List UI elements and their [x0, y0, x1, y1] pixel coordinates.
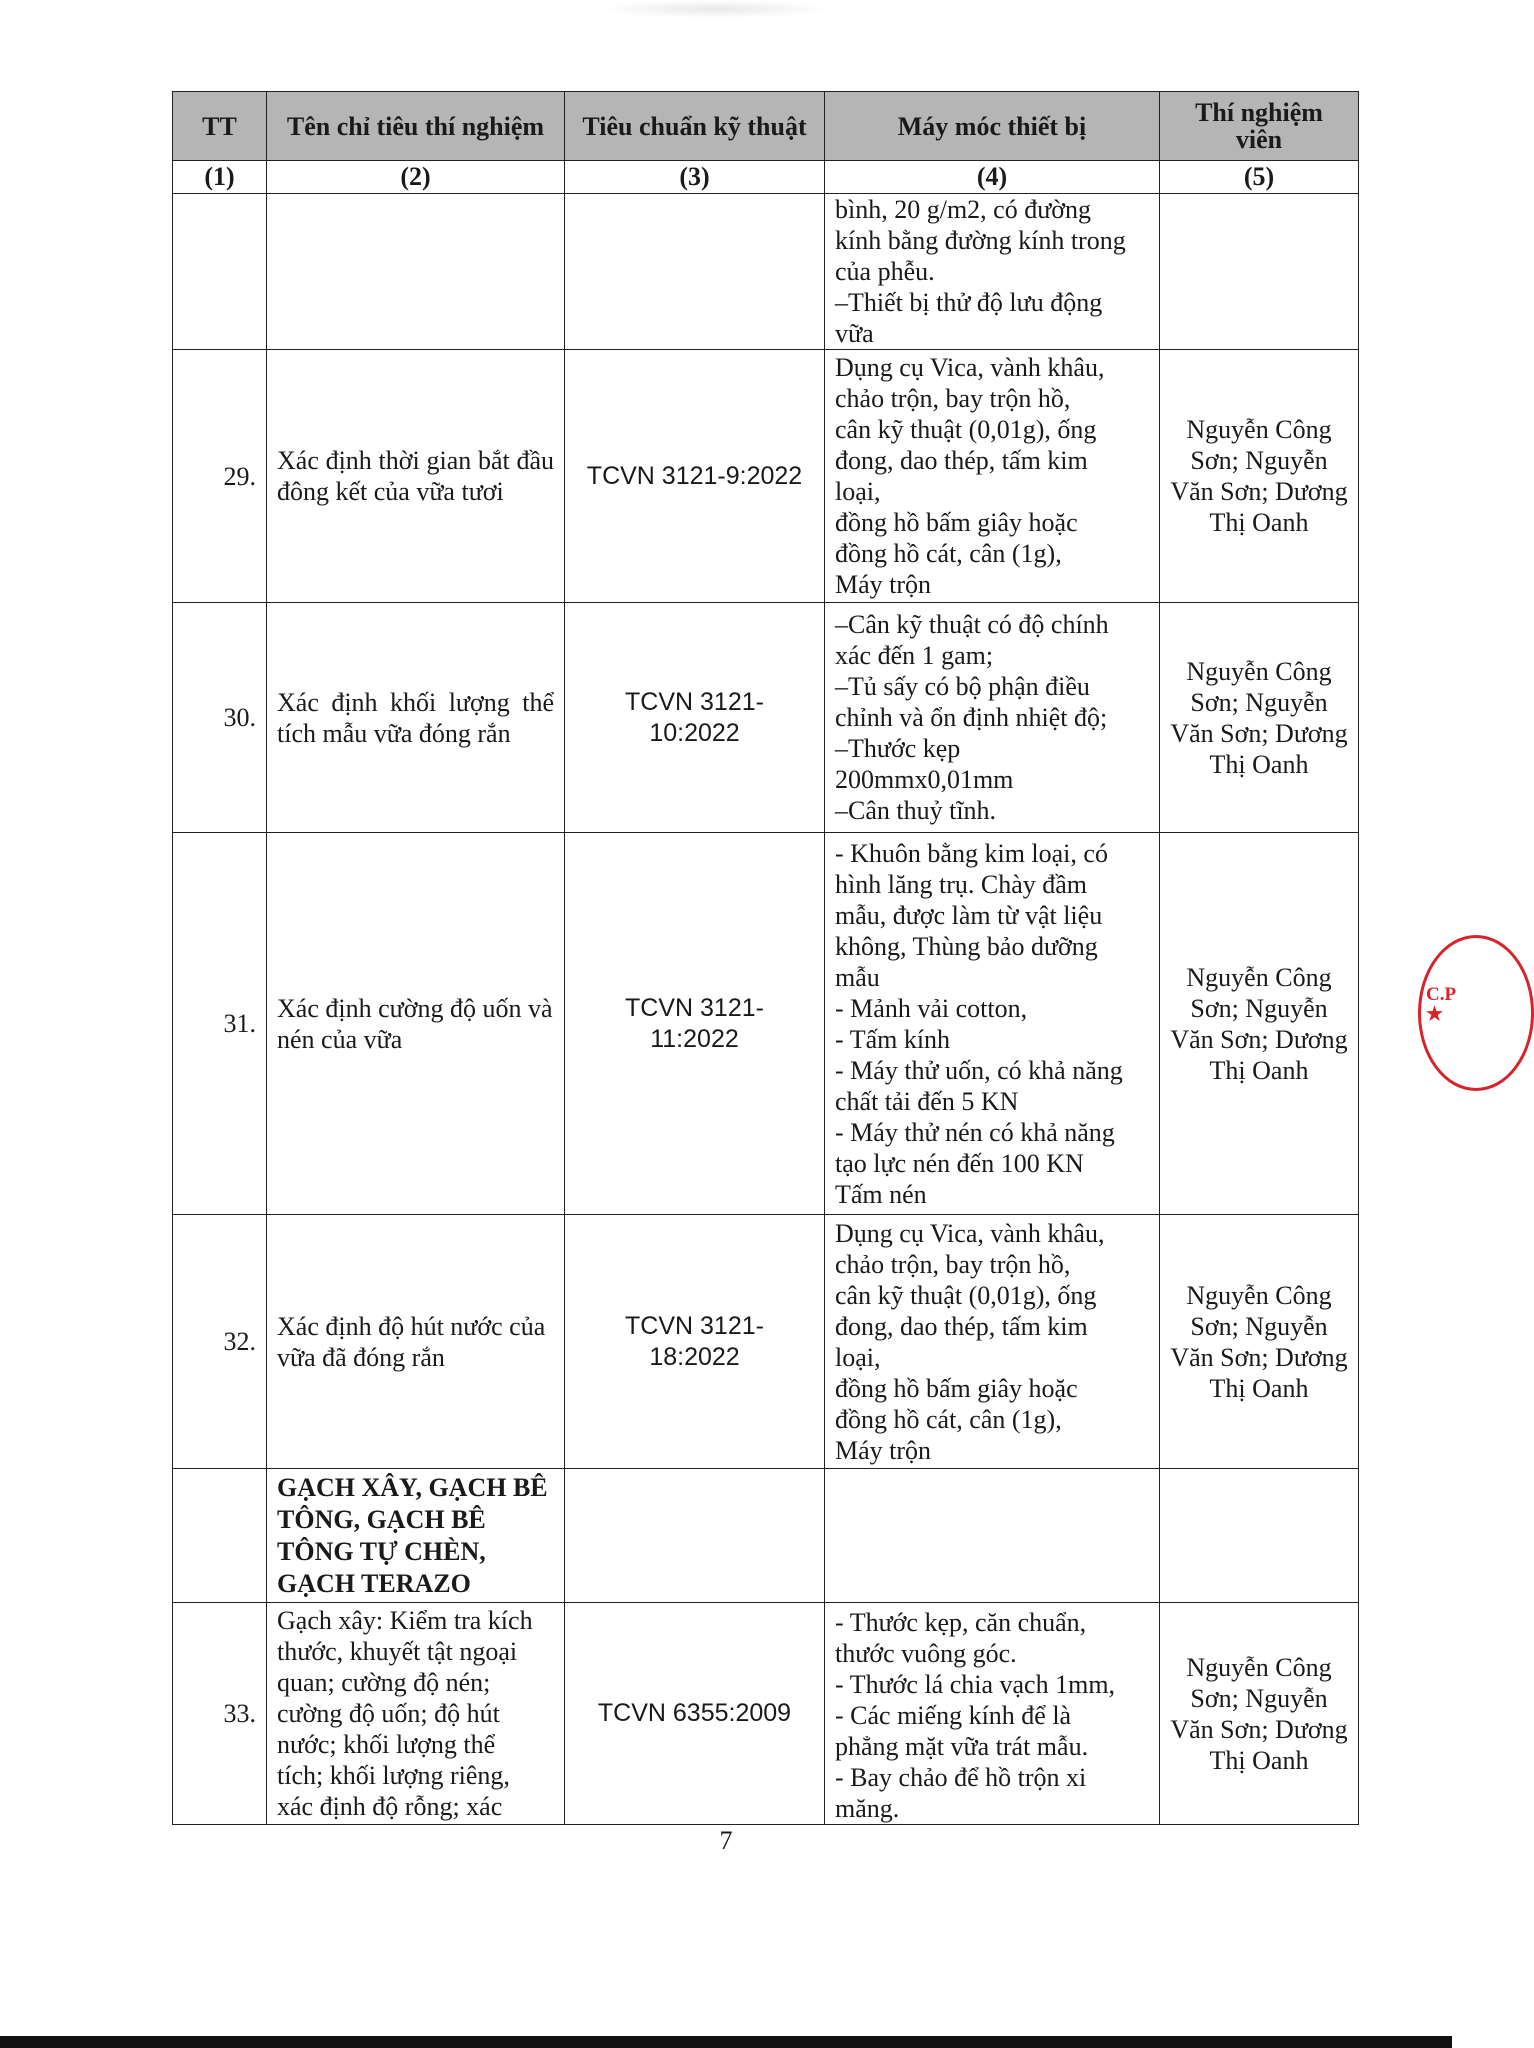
table-row: [173, 1215, 1359, 1469]
row-tt: 32.: [173, 1215, 267, 1469]
page-number: 7: [719, 1826, 733, 1855]
row-tt: [173, 1469, 267, 1603]
row-standard: TCVN 3121- 18:2022: [565, 1215, 825, 1469]
row-equipment: - Thước kẹp, căn chuẩn, thước vuông góc. - Thước lá chia vạch 1mm, - Các miếng kính để là phẳng mặt vữa trát mẫu. - Bay chảo để hồ trộn xi măng.: [825, 1603, 1160, 1825]
column-number: (2): [267, 161, 565, 194]
row-equipment: Dụng cụ Vica, vành khâu, chảo trộn, bay trộn hồ, cân kỹ thuật (0,01g), ống đong, dao thép, tấm kim loại, đồng hồ bấm giây hoặc đồng hồ cát, cân (1g), Máy trộn: [825, 350, 1160, 603]
row-standard: TCVN 6355:2009: [565, 1603, 825, 1825]
row-equipment: [825, 1469, 1160, 1603]
row-staff: [1160, 1469, 1359, 1603]
header-staff: Thí nghiệm viên: [1160, 92, 1359, 161]
header-tt: TT: [173, 92, 267, 161]
header-equipment: Máy móc thiết bị: [825, 92, 1160, 161]
row-test-name: Xác định cường độ uốn và nén của vữa: [267, 833, 565, 1215]
header-standard: Tiêu chuẩn kỹ thuật: [565, 92, 825, 161]
row-test-name: Xác định khối lượng thể tích mẫu vữa đóng rắn: [267, 603, 565, 833]
row-staff: Nguyễn Công Sơn; Nguyễn Văn Sơn; Dương Thị Oanh: [1160, 833, 1359, 1215]
table-row: [173, 194, 1359, 350]
row-standard: TCVN 3121-9:2022: [565, 350, 825, 603]
row-equipment: Dụng cụ Vica, vành khâu, chảo trộn, bay trộn hồ, cân kỹ thuật (0,01g), ống đong, dao thép, tấm kim loại, đồng hồ bấm giây hoặc đồng hồ cát, cân (1g), Máy trộn: [825, 1215, 1160, 1469]
column-number: (3): [565, 161, 825, 194]
table-header-row: [173, 92, 1359, 161]
table-row: [173, 350, 1359, 603]
row-standard: [565, 194, 825, 350]
row-standard: TCVN 3121- 11:2022: [565, 833, 825, 1215]
column-number: (4): [825, 161, 1160, 194]
table-row: [173, 833, 1359, 1215]
row-tt: 33.: [173, 1603, 267, 1825]
row-staff: Nguyễn Công Sơn; Nguyễn Văn Sơn; Dương Thị Oanh: [1160, 1603, 1359, 1825]
section-title: GẠCH XÂY, GẠCH BÊ TÔNG, GẠCH BÊ TÔNG TỰ CHÈN, GẠCH TERAZO: [267, 1469, 565, 1603]
row-standard: TCVN 3121- 10:2022: [565, 603, 825, 833]
row-staff: Nguyễn Công Sơn; Nguyễn Văn Sơn; Dương Thị Oanh: [1160, 1215, 1359, 1469]
row-tt: 30.: [173, 603, 267, 833]
test-methods-table: [172, 91, 1359, 1825]
section-row: [173, 1469, 1359, 1603]
row-staff: Nguyễn Công Sơn; Nguyễn Văn Sơn; Dương Thị Oanh: [1160, 350, 1359, 603]
table-row: [173, 1603, 1359, 1825]
column-number: (1): [173, 161, 267, 194]
row-tt: 29.: [173, 350, 267, 603]
row-staff: [1160, 194, 1359, 350]
row-tt: [173, 194, 267, 350]
row-equipment: bình, 20 g/m2, có đường kính bằng đường kính trong của phễu. –Thiết bị thử độ lưu động vữa: [825, 194, 1160, 350]
row-equipment: –Cân kỹ thuật có độ chính xác đến 1 gam; –Tủ sấy có bộ phận điều chỉnh và ổn định nhiệt độ; –Thước kẹp 200mmx0,01mm –Cân thuỷ tĩnh.: [825, 603, 1160, 833]
column-number-row: [173, 161, 1359, 194]
scan-artifact: [600, 0, 830, 18]
scan-bottom-edge: [0, 2036, 1452, 2048]
row-tt: 31.: [173, 833, 267, 1215]
row-test-name: Xác định độ hút nước của vữa đã đóng rắn: [267, 1215, 565, 1469]
header-test-name: Tên chỉ tiêu thí nghiệm: [267, 92, 565, 161]
row-equipment: - Khuôn bằng kim loại, có hình lăng trụ. Chày đầm mẫu, được làm từ vật liệu không, Thùng bảo dưỡng mẫu - Mảnh vải cotton, - Tấm kính - Máy thử uốn, có khả năng chất tải đến 5 KN - Máy thử nén có khả năng tạo lực nén đến 100 KN Tấm nén: [825, 833, 1160, 1215]
row-test-name: Gạch xây: Kiểm tra kích thước, khuyết tật ngoại quan; cường độ nén; cường độ uốn; độ hút nước; khối lượng thể tích; khối lượng riêng, xác định độ rỗng; xác: [267, 1603, 565, 1825]
row-test-name: Xác định thời gian bắt đầu đông kết của vữa tươi: [267, 350, 565, 603]
stamp-text: C.P ★: [1426, 984, 1456, 1025]
row-test-name: [267, 194, 565, 350]
table-row: [173, 603, 1359, 833]
row-standard: [565, 1469, 825, 1603]
column-number: (5): [1160, 161, 1359, 194]
row-staff: Nguyễn Công Sơn; Nguyễn Văn Sơn; Dương Thị Oanh: [1160, 603, 1359, 833]
